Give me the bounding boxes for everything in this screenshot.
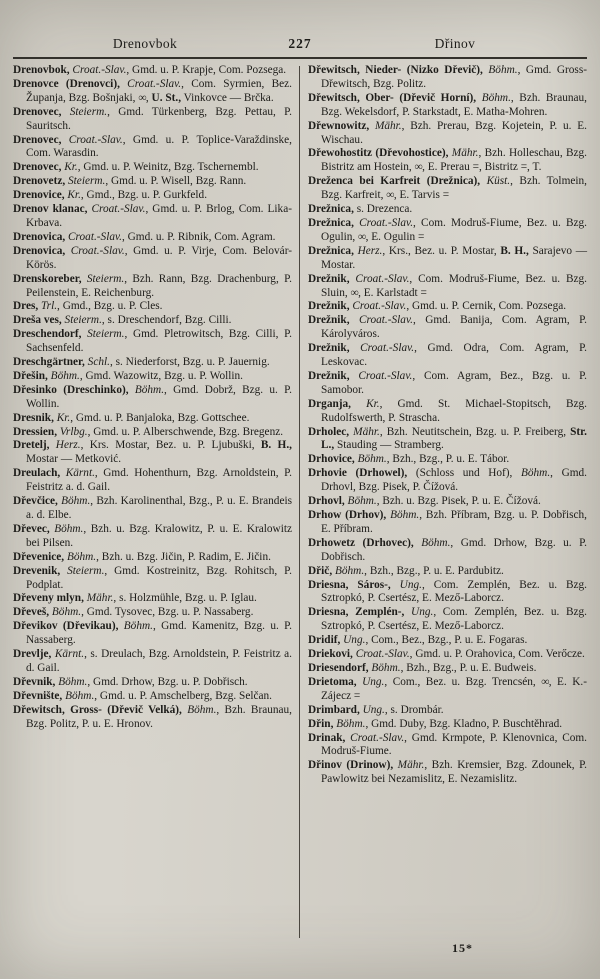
entry-text: Böhm. xyxy=(49,606,82,619)
entry-text: Dřewohostitz (Dřevohostice), xyxy=(308,147,449,160)
entry-text: Böhm. xyxy=(482,64,518,76)
entry-text: , Gmd., Bzg. u. P. Cles. xyxy=(57,300,163,313)
header-right-guideword: Dřinov xyxy=(434,36,476,51)
entry-text: Dřevčice, xyxy=(13,495,58,508)
gazetteer-entry xyxy=(13,439,292,467)
entry-text: Drietoma, xyxy=(308,675,357,688)
gazetteer-entry xyxy=(308,217,587,245)
entry-text: , Gmd. Drhow, Bzg. u. P. Dobřisch. xyxy=(321,536,587,563)
entry-text: Dřevec, xyxy=(13,522,50,535)
entry-text: Mähr. xyxy=(369,119,402,132)
gazetteer-entry xyxy=(13,175,292,189)
entry-text: Mähr. xyxy=(349,425,380,438)
entry-text: Driekovi, xyxy=(308,648,353,661)
gazetteer-entry xyxy=(13,78,292,106)
entry-text: Croat.-Slav. xyxy=(345,731,405,744)
entry-text: U. St., xyxy=(151,91,182,104)
gazetteer-entry xyxy=(308,92,587,120)
gazetteer-entry xyxy=(308,676,587,704)
entry-text: , Gmd. u. P. Ribnik, Com. Agram. xyxy=(121,230,276,243)
entry-text: Mähr. xyxy=(448,147,479,160)
entry-text: , Gmd. u. P. Banjaloka, Bzg. Gottschee. xyxy=(70,411,250,424)
gazetteer-entry xyxy=(13,412,292,426)
entry-text: Herz. xyxy=(353,244,383,257)
entry-text: Drenovbok, xyxy=(13,64,70,76)
entry-text: Drenovica, xyxy=(13,230,66,243)
entry-text: Drimbard, xyxy=(308,703,360,716)
entry-text: Böhm. xyxy=(49,522,84,535)
entry-text: , Gmd. Banija, Com. Agram, P. Károlyváros. xyxy=(321,314,587,341)
entry-text: Drenovec, xyxy=(13,161,62,174)
entry-text: Croat.-Slav. xyxy=(349,314,413,327)
entry-text: Croat.-Slav. xyxy=(61,133,123,146)
entry-text: Vrlbg. xyxy=(57,425,88,438)
entry-text: Driesna, Sáros-, xyxy=(308,578,391,591)
entry-text: Kärnt. xyxy=(60,467,95,480)
entry-text: Croat.-Slav. xyxy=(349,369,413,382)
entry-text: Dřevnište, xyxy=(13,689,63,702)
entry-text: , Com. Modruš-Fiume, Bez. u. Bzg. Sluin, xyxy=(321,272,587,299)
entry-text: Böhm. xyxy=(57,495,91,508)
entry-text: , Gmd. u. P. Virje, Com. Belovár-Körös. xyxy=(26,244,292,271)
gazetteer-entry xyxy=(13,203,292,231)
gazetteer-entry xyxy=(13,300,292,314)
entry-text: Dreschendorf, xyxy=(13,328,82,341)
entry-text: Dřewitsch, Gross- (Dřevič Velká), xyxy=(13,703,182,716)
entry-text: Dřevnik, xyxy=(13,675,56,688)
entry-text: Croat.-Slav. xyxy=(349,342,415,355)
gazetteer-entry xyxy=(308,732,587,760)
entry-text: Böhm. xyxy=(333,717,366,730)
gazetteer-entry xyxy=(13,64,292,78)
entry-text: , Gmd. Dobrž, Bzg. u. P. Wollin. xyxy=(26,383,292,410)
entry-text: Drhovie (Drhowel), xyxy=(308,467,408,480)
entry-text: , Gmd. Odra, Com. Agram, P. Leskovac. xyxy=(321,342,587,369)
entry-text: Vinkovce — Brčka. xyxy=(181,91,274,104)
entry-text: Dres, xyxy=(13,300,39,313)
entry-text: Driesendorf, xyxy=(308,661,369,674)
gazetteer-entry xyxy=(13,384,292,412)
entry-text: Dřevikov (Dřevikau), xyxy=(13,620,119,633)
entry-text: Sarajevo — Mostar. xyxy=(321,244,587,271)
entry-text: Drežnica, xyxy=(308,203,354,216)
entry-text: Drenov klanac, xyxy=(13,203,88,216)
entry-text: Dreulach, xyxy=(13,467,61,480)
entry-text: , Bzh., Bzg., P. u. E. Tábor. xyxy=(386,453,510,466)
entry-text: Steierm. xyxy=(61,105,108,118)
post-horn-icon: ∞ xyxy=(414,161,423,174)
entry-text: Dřinov (Drinow), xyxy=(308,759,394,772)
entry-text: Mostar — Metković. xyxy=(26,453,122,466)
entry-text: , Com. Zemplén, Bez. u. Bzg. Sztropkó, P. Csertész, E. Mező-Laborcz. xyxy=(321,606,587,633)
entry-text: B. H., xyxy=(500,244,529,257)
entry-text: Schl. xyxy=(84,356,110,369)
gazetteer-entry xyxy=(13,370,292,384)
entry-text: Drežnik, xyxy=(308,342,350,355)
entry-text: , Gmd. Krmpote, P. Klenovnica, Com. Modruš-Fiume. xyxy=(321,731,588,758)
entry-text: Kr. xyxy=(53,411,71,424)
entry-text: Steierm. xyxy=(81,272,125,285)
post-horn-icon: ∞ xyxy=(541,675,549,688)
gazetteer-entry xyxy=(13,314,292,328)
entry-text: , Gmd. Duby, Bzg. Kladno, P. Buschtěhrad. xyxy=(365,717,563,730)
entry-text: , Gmd. St. Michael-Stopitsch, Bzg. Rudolfswerth, P. Strascha. xyxy=(321,397,588,424)
post-horn-icon: ∞ xyxy=(350,286,359,299)
entry-text: Trl. xyxy=(38,300,58,313)
entry-text: Dresnik, xyxy=(13,411,54,424)
gazetteer-entry xyxy=(13,565,292,593)
gazetteer-entry xyxy=(308,453,587,467)
entry-text: Croat.-Slav. xyxy=(353,216,414,229)
entry-text: Drežnik, xyxy=(308,300,350,313)
entry-text: Dreženca bei Karfreit (Drežnica), xyxy=(308,175,481,188)
post-horn-icon: ∞ xyxy=(386,189,394,202)
entry-text: Dridif, xyxy=(308,634,341,647)
entry-text: , Gmd. Drhow, Bzg. u. P. Dobřisch. xyxy=(87,675,248,688)
gazetteer-entry xyxy=(308,495,587,509)
gazetteer-entry xyxy=(308,537,587,565)
entry-text: Steierm. xyxy=(81,328,125,341)
entry-text: , xyxy=(145,91,152,104)
entry-text: Ung. xyxy=(356,675,385,688)
entry-text: Kr. xyxy=(61,161,78,174)
entry-text: Böhm. xyxy=(520,467,551,480)
entry-text: Böhm. xyxy=(386,509,420,521)
entry-text: Böhm. xyxy=(55,675,88,688)
entry-text: Dřič, xyxy=(308,564,333,577)
gazetteer-entry xyxy=(308,120,587,148)
gazetteer-entry xyxy=(308,147,587,175)
entry-text: , Bzh. Braunau, Bzg. Politz, P. u. E. Hronov. xyxy=(26,703,293,730)
entry-text: , Krs., Bez. u. P. Mostar, xyxy=(382,244,501,257)
entry-text: Drhovl, xyxy=(308,495,345,508)
gazetteer-entry xyxy=(13,592,292,606)
entry-text: Böhm. xyxy=(368,661,401,674)
entry-text: Ung. xyxy=(390,578,422,591)
entry-text: , Gmd. Pletrowitsch, Bzg. Cilli, P. Sachsenfeld. xyxy=(26,328,292,355)
entry-text: Böhm. xyxy=(354,453,387,466)
gazetteer-entry xyxy=(13,106,292,134)
gazetteer-entry xyxy=(308,398,587,426)
entry-text: , Bzh. Kremsier, Bzg. Zdounek, P. Pawlowitz bei Nezamislitz, E. Nezamislitz. xyxy=(321,759,587,786)
entry-text: , Gmd. Drhovl, Bzg. Pisek, P. Čížová. xyxy=(321,467,587,494)
entry-text: Herz. xyxy=(49,439,81,452)
gazetteer-entry xyxy=(308,648,587,662)
entry-text: Mähr. xyxy=(393,759,425,772)
post-horn-icon: ∞ xyxy=(138,91,146,104)
entry-text: , Gmd. Gross-Dřewitsch, Bzg. Politz. xyxy=(321,64,587,90)
entry-text: , Bzh. Rann, Bzg. Drachenburg, P. Peilenstein, E. Reichenburg. xyxy=(26,272,292,299)
gazetteer-entry xyxy=(308,509,587,537)
entry-text: Dressien, xyxy=(13,425,58,438)
entry-text: , E. Ogulin = xyxy=(365,230,425,243)
entry-text: s. Drezenca. xyxy=(353,203,413,216)
entry-text: Croat.-Slav. xyxy=(65,244,125,257)
entry-text: , Com., Bez. u. Bzg. Trencsén, xyxy=(384,675,542,688)
entry-text: , s. Drombár. xyxy=(384,703,444,716)
entry-text: Drežnik, xyxy=(308,314,350,327)
gazetteer-entry xyxy=(308,579,587,607)
entry-text: Drhowetz (Drhovec), xyxy=(308,536,414,549)
gazetteer-entry xyxy=(308,426,587,454)
entry-text: Croat.-Slav. xyxy=(65,230,122,243)
entry-text: , Com. Agram, Bez., Bzg. u. P. Samobor. xyxy=(321,369,587,396)
entry-text: , Gmd. u. P. Amschelberg, Bzg. Selčan. xyxy=(94,689,272,702)
gazetteer-entry xyxy=(13,231,292,245)
entry-text: , Bzh. Karolinenthal, Bzg., P. u. E. Brandeis a. d. Elbe. xyxy=(26,495,292,521)
entry-text: B. H., xyxy=(260,439,292,452)
entry-text: , Bzh. u. Bzg. Kralowitz, P. u. E. Kralowitz bei Pilsen. xyxy=(26,522,292,549)
gazetteer-entry xyxy=(308,370,587,398)
gazetteer-entry xyxy=(13,523,292,551)
entry-text: Böhm. xyxy=(476,91,511,104)
gazetteer-entry xyxy=(13,189,292,203)
entry-text: Böhm. xyxy=(118,620,153,633)
gazetteer-entry xyxy=(308,467,587,495)
entry-text: , Bzh. Neutitschein, Bzg. u. P. Freiberg, xyxy=(379,425,571,438)
gazetteer-entry xyxy=(308,759,587,787)
gazetteer-entry xyxy=(13,620,292,648)
entry-text: , Gmd. u. P. Toplice-Varaždinske, Com. Warasdin. xyxy=(26,133,293,160)
entry-text: Drganja, xyxy=(308,397,351,410)
gazetteer-entry xyxy=(13,690,292,704)
entry-text: Drevlje, xyxy=(13,648,52,661)
gazetteer-entry xyxy=(13,551,292,565)
entry-text: Croat.-Slav. xyxy=(69,64,127,76)
gazetteer-entry xyxy=(308,314,587,342)
gazetteer-entry xyxy=(308,662,587,676)
entry-text: Dřeveš, xyxy=(13,606,50,619)
entry-text: , Com. Syrmien, Bez. Županja, Bzg. Bošnjaki, xyxy=(26,77,292,104)
entry-text: Dřešin, xyxy=(13,369,48,382)
entry-text: , Bzh. Holleschau, Bzg. Bistritz am Hostein, xyxy=(321,147,588,174)
gazetteer-entry xyxy=(308,718,587,732)
entry-text: , Bzh. Braunau, Bzg. Wekelsdorf, P. Starkstadt, E. Matha-Mohren. xyxy=(321,91,587,118)
gazetteer-entry xyxy=(13,426,292,440)
entry-text: Mähr. xyxy=(83,592,114,605)
entry-text: , Bzh., Bzg., P. u. E. Pardubitz. xyxy=(364,564,504,577)
entry-text: Drenskoreber, xyxy=(13,272,82,285)
entry-text: , E. K.-Zájecz = xyxy=(321,675,587,702)
entry-text: Kärnt. xyxy=(51,648,85,661)
gazetteer-entry xyxy=(13,356,292,370)
entry-text: , E. Prerau =, Bistritz =, T. xyxy=(422,161,542,174)
entry-text: Ung. xyxy=(340,634,366,647)
post-horn-icon: ∞ xyxy=(358,230,366,243)
page-number: 227 xyxy=(288,36,312,51)
entry-text: Böhm. xyxy=(128,383,165,396)
entry-text: Drhovice, xyxy=(308,453,355,466)
entry-text: Drinak, xyxy=(308,731,346,744)
entry-text: Böhm. xyxy=(344,495,377,508)
entry-text: Dřewitsch, Ober- (Dřevič Horní), xyxy=(308,91,477,104)
entry-text: Dreša ves, xyxy=(13,314,62,327)
gazetteer-entry xyxy=(308,273,587,301)
entry-text: Drežnik, xyxy=(308,272,350,285)
entry-text: , Gmd. Hohenthurn, Bzg. Arnoldstein, P. Feistritz a. d. Gail. xyxy=(26,467,292,494)
gazetteer-entry xyxy=(13,328,292,356)
entry-text: , Gmd. u. P. Wisell, Bzg. Rann. xyxy=(105,175,247,188)
entry-text: , Krs. Mostar, Bez. u. P. Ljubuški, xyxy=(80,439,261,452)
entry-text: Steierm. xyxy=(65,175,106,188)
gazetteer-entry xyxy=(13,161,292,175)
entry-text: Dřin, xyxy=(308,717,334,730)
gazetteer-entry xyxy=(308,245,587,273)
entry-text: , Bzh., Bzg., P. u. E. Budweis. xyxy=(400,661,537,674)
gazetteer-entry xyxy=(308,704,587,718)
entry-text: Drenovec, xyxy=(13,133,62,146)
entry-text: , Gmd. u. P. Krapje, Com. Pozsega. xyxy=(126,64,287,76)
gazetteer-entry xyxy=(13,676,292,690)
entry-text: , Gmd. u. P. Cernik, Com. Pozsega. xyxy=(406,300,567,313)
gazetteer-entry xyxy=(308,64,587,92)
entry-text: Driesna, Zemplén-, xyxy=(308,606,405,619)
entry-text: , Gmd. u. P. Alberschwende, Bzg. Bregenz. xyxy=(87,425,284,438)
printer-signature: 15* xyxy=(452,941,473,955)
entry-text: Dřevenice, xyxy=(13,550,65,563)
entry-text: Croat.-Slav. xyxy=(349,300,407,313)
entry-text: Drenovce (Drenovci), xyxy=(13,77,120,90)
entry-text: , Bzh. Prerau, Bzg. Kojetein, P. u. E. Wischau. xyxy=(321,119,587,146)
entry-text: Böhm. xyxy=(47,369,80,382)
entry-text: Drhow (Drhov), xyxy=(308,509,387,521)
entry-text: , s. Niederforst, Bzg. u. P. Jauernig. xyxy=(109,356,270,369)
entry-text: , Gmd. u. P. Weinitz, Bzg. Tschernembl. xyxy=(77,161,259,174)
gazetteer-entry xyxy=(308,606,587,634)
gazetteer-entry xyxy=(13,606,292,620)
entry-text: , Gmd. Kamenitz, Bzg. u. P. Nassaberg. xyxy=(26,620,292,647)
entry-text: Drenovec, xyxy=(13,105,62,118)
entry-text: Dřewnowitz, xyxy=(308,119,370,132)
gazetteer-entry xyxy=(13,704,292,732)
entry-text: Kr. xyxy=(351,397,380,410)
entry-text: , s. Dreschendorf, Bzg. Cilli. xyxy=(101,314,232,327)
gazetteer-entry xyxy=(13,467,292,495)
entry-text: Dřewitsch, Nieder- (Nizko Dřevič), xyxy=(308,64,483,76)
entry-text: Dretelj, xyxy=(13,439,50,452)
gazetteer-entry xyxy=(13,134,292,162)
entry-text: , Bzh. u. Bzg. Jičin, P. Radim, E. Jičin. xyxy=(96,550,271,563)
entry-text: Ung. xyxy=(359,703,385,716)
entry-text: Steierm. xyxy=(61,314,102,327)
entry-text: , Gmd. Türkenberg, Bzg. Pettau, P. Sauritsch. xyxy=(26,105,292,132)
entry-text: , Gmd. u. P. Brlog, Com. Lika-Krbava. xyxy=(26,203,292,229)
entry-text: , Com., Bez., Bzg., P. u. E. Fogaras. xyxy=(365,634,528,647)
entry-text: Croat.-Slav. xyxy=(352,648,410,661)
entry-text: (Schloss und Hof), xyxy=(407,467,521,480)
entry-text: Ung. xyxy=(404,606,434,619)
entry-text: Böhm. xyxy=(62,689,95,702)
entry-text: Croat.-Slav. xyxy=(349,272,410,285)
header-left-guideword: Drenovbok xyxy=(112,36,178,51)
entry-text: , Com. Zemplén, Bez. u. Bzg. Sztropkó, P. Csertész, E. Mező-Laborcz. xyxy=(321,578,587,605)
entry-text: Croat.-Slav. xyxy=(119,77,182,90)
entry-text: Dřesinko (Dreschinko), xyxy=(13,383,129,396)
gazetteer-entry xyxy=(308,203,587,217)
entry-text: Dřeveny mlyn, xyxy=(13,592,84,605)
entry-text: , E. Tarvis = xyxy=(393,189,450,202)
gazetteer-entry xyxy=(13,245,292,273)
right-column xyxy=(300,64,587,942)
gazetteer-entry xyxy=(13,495,292,523)
entry-text: Dreschgärtner, xyxy=(13,356,85,369)
entry-text: , Bzh. Příbram, Bzg. u. P. Dobřisch, E. Příbram. xyxy=(321,509,587,535)
entry-text: Stauding — Stramberg. xyxy=(334,439,444,452)
entry-text: , Gmd. u. P. Orahovica, Com. Verőcze. xyxy=(409,648,585,661)
gazetteer-entry xyxy=(13,273,292,301)
entry-text: , Gmd. Wazowitz, Bzg. u. P. Wollin. xyxy=(79,369,243,382)
entry-text: Böhm. xyxy=(181,703,217,716)
entry-text: Steierm. xyxy=(60,564,105,577)
entry-text: Drenovetz, xyxy=(13,175,66,188)
entry-text: Croat.-Slav. xyxy=(87,203,146,216)
entry-text: Drholec, xyxy=(308,425,350,438)
entry-text: Drežnica, xyxy=(308,244,354,257)
gazetteer-entry xyxy=(308,175,587,203)
entry-text: Str. L., xyxy=(321,425,587,452)
gazetteer-entry xyxy=(308,342,587,370)
gazetteer-entry xyxy=(308,300,587,314)
left-column xyxy=(13,64,299,942)
page-header xyxy=(0,0,600,57)
entry-text: Drežnik, xyxy=(308,369,350,382)
entry-text: Drevenik, xyxy=(13,564,61,577)
entry-text: Drenovice, xyxy=(13,189,65,202)
gazetteer-entry xyxy=(13,648,292,676)
entry-text: Drenovica, xyxy=(13,244,66,257)
text-columns xyxy=(0,59,600,942)
entry-text: Kr. xyxy=(64,189,81,202)
entry-text: Böhm. xyxy=(64,550,97,563)
entry-text: , Bzh. u. Bzg. Pisek, P. u. E. Čížová. xyxy=(376,495,541,508)
entry-text: , Gmd. Kostreinitz, Bzg. Rohitsch, P. Podplat. xyxy=(26,564,292,591)
entry-text: , Gmd., Bzg. u. P. Gurkfeld. xyxy=(80,189,208,202)
gazetteer-entry xyxy=(308,565,587,579)
entry-text: Drežnica, xyxy=(308,216,354,229)
entry-text: Küst. xyxy=(480,175,511,188)
gazetteer-entry xyxy=(308,634,587,648)
entry-text: , s. Holzmühle, Bzg. u. P. Iglau. xyxy=(113,592,257,605)
entry-text: , Com. Modruš-Fiume, Bez. u. Bzg. Ogulin, xyxy=(321,216,587,243)
entry-text: Böhm. xyxy=(413,536,451,549)
entry-text: , s. Dreulach, Bzg. Arnoldstein, P. Feistritz a. d. Gail. xyxy=(26,648,292,674)
entry-text: Böhm. xyxy=(332,564,365,577)
entry-text: , E. Karlstadt = xyxy=(358,286,427,299)
entry-text: , Bzh. Tolmein, Bzg. Karfreit, xyxy=(321,175,587,202)
entry-text: , Gmd. Tysovec, Bzg. u. P. Nassaberg. xyxy=(81,606,254,619)
